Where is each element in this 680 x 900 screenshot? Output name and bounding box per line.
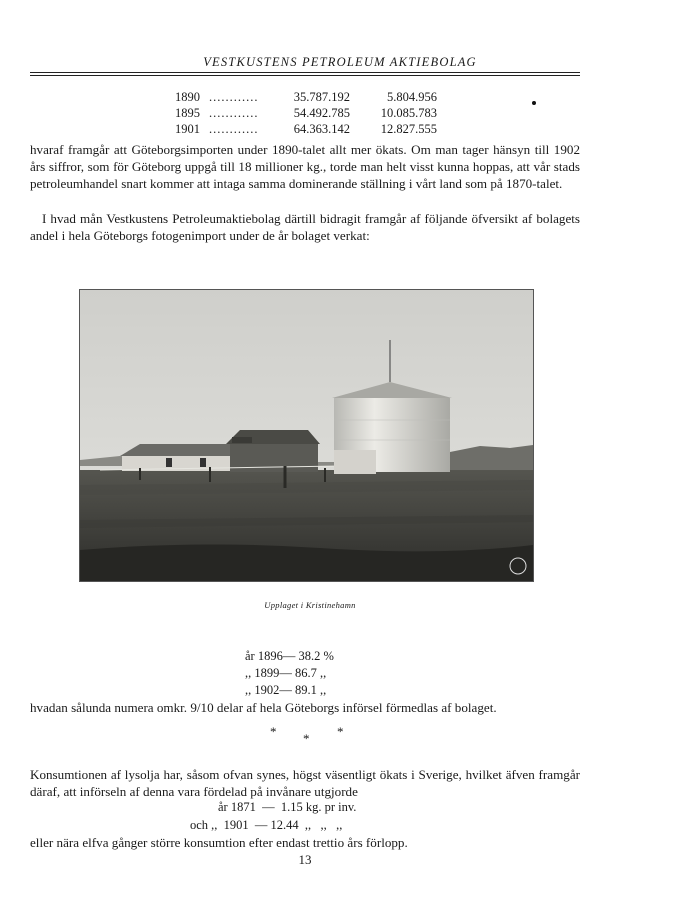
section-break-asterisk: * — [337, 724, 344, 739]
row-year: 1901 — [175, 122, 200, 136]
row-year: 1895 — [175, 106, 200, 120]
stray-dot-mark — [532, 101, 536, 105]
list-item: ,, 1899— 86.7 ,, — [245, 666, 327, 680]
section-break-asterisk: * — [270, 724, 277, 739]
row-leader-dots: ............ — [209, 106, 259, 120]
row-year: 1890 — [175, 90, 200, 104]
paragraph-company-share-intro: I hvad mån Vestkustens Petroleumaktiebolag därtill bidragit framgår af följande öfversikt af bolagets andel i hela Göteborgs fotogenimport under de år bolaget verkat: — [30, 211, 580, 243]
paragraph-share-conclusion: hvadan sålunda numera omkr. 9/10 delar af hela Göteborgs införsel förmedlas af bolaget. — [30, 700, 497, 715]
row-total-import: 35.787.192 — [293, 90, 350, 104]
list-item: år 1896— 38.2 % — [245, 649, 334, 663]
paragraph-import-growth: hvaraf framgår att Göteborgsimporten under 1890-talet allt mer ökats. Om man tager hänsyn till 1902 års siffror, som för Göteborg uppgå till 18 millioner kg., torde man helt visst kunna hoppas, att vår stads petroleumhandel snart kommer att intaga samma dominerande ställning i vårt land som på 1870-talet. — [30, 142, 580, 191]
company-share-list — [245, 648, 334, 699]
list-item: ,, 1902— 89.1 ,, — [245, 683, 327, 697]
photo-caption: Upplaget i Kristinehamn — [264, 600, 356, 610]
row-gothenburg-import: 10.085.783 — [380, 106, 437, 120]
row-total-import: 64.363.142 — [293, 122, 350, 136]
row-gothenburg-import: 12.827.555 — [380, 122, 437, 136]
consumption-line-1871: år 1871 — 1.15 kg. pr inv. — [218, 800, 357, 814]
header-rule-top — [30, 72, 580, 73]
row-leader-dots: ............ — [209, 122, 259, 136]
row-leader-dots: ............ — [209, 90, 259, 104]
photo-of-oil-storage-depot-icon — [80, 290, 533, 581]
row-total-import: 54.492.785 — [293, 106, 350, 120]
header-rule-bottom — [30, 75, 580, 76]
section-break-asterisk: * — [303, 731, 310, 746]
page-number: 13 — [298, 852, 312, 867]
paragraph-consumption: Konsumtionen af lysolja har, såsom ofvan synes, högst väsentligt ökats i Sverige, hvilket äfven framgår däraf, att införseln af denna vara fördelad på invånare utgjorde — [30, 767, 580, 799]
running-header-title: VESTKUSTENS PETROLEUM AKTIEBOLAG — [203, 55, 477, 69]
table-row — [175, 90, 475, 106]
paragraph-consumption-conclusion: eller nära elfva gånger större konsumtion efter endast trettio års förlopp. — [30, 835, 408, 850]
consumption-line-1901: och ,, 1901 — 12.44 ,, ,, ,, — [190, 818, 343, 832]
table-row — [175, 106, 475, 122]
import-statistics-table — [175, 90, 475, 138]
row-gothenburg-import: 5.804.956 — [387, 90, 437, 104]
depot-photograph — [79, 289, 534, 582]
table-row — [175, 122, 475, 138]
